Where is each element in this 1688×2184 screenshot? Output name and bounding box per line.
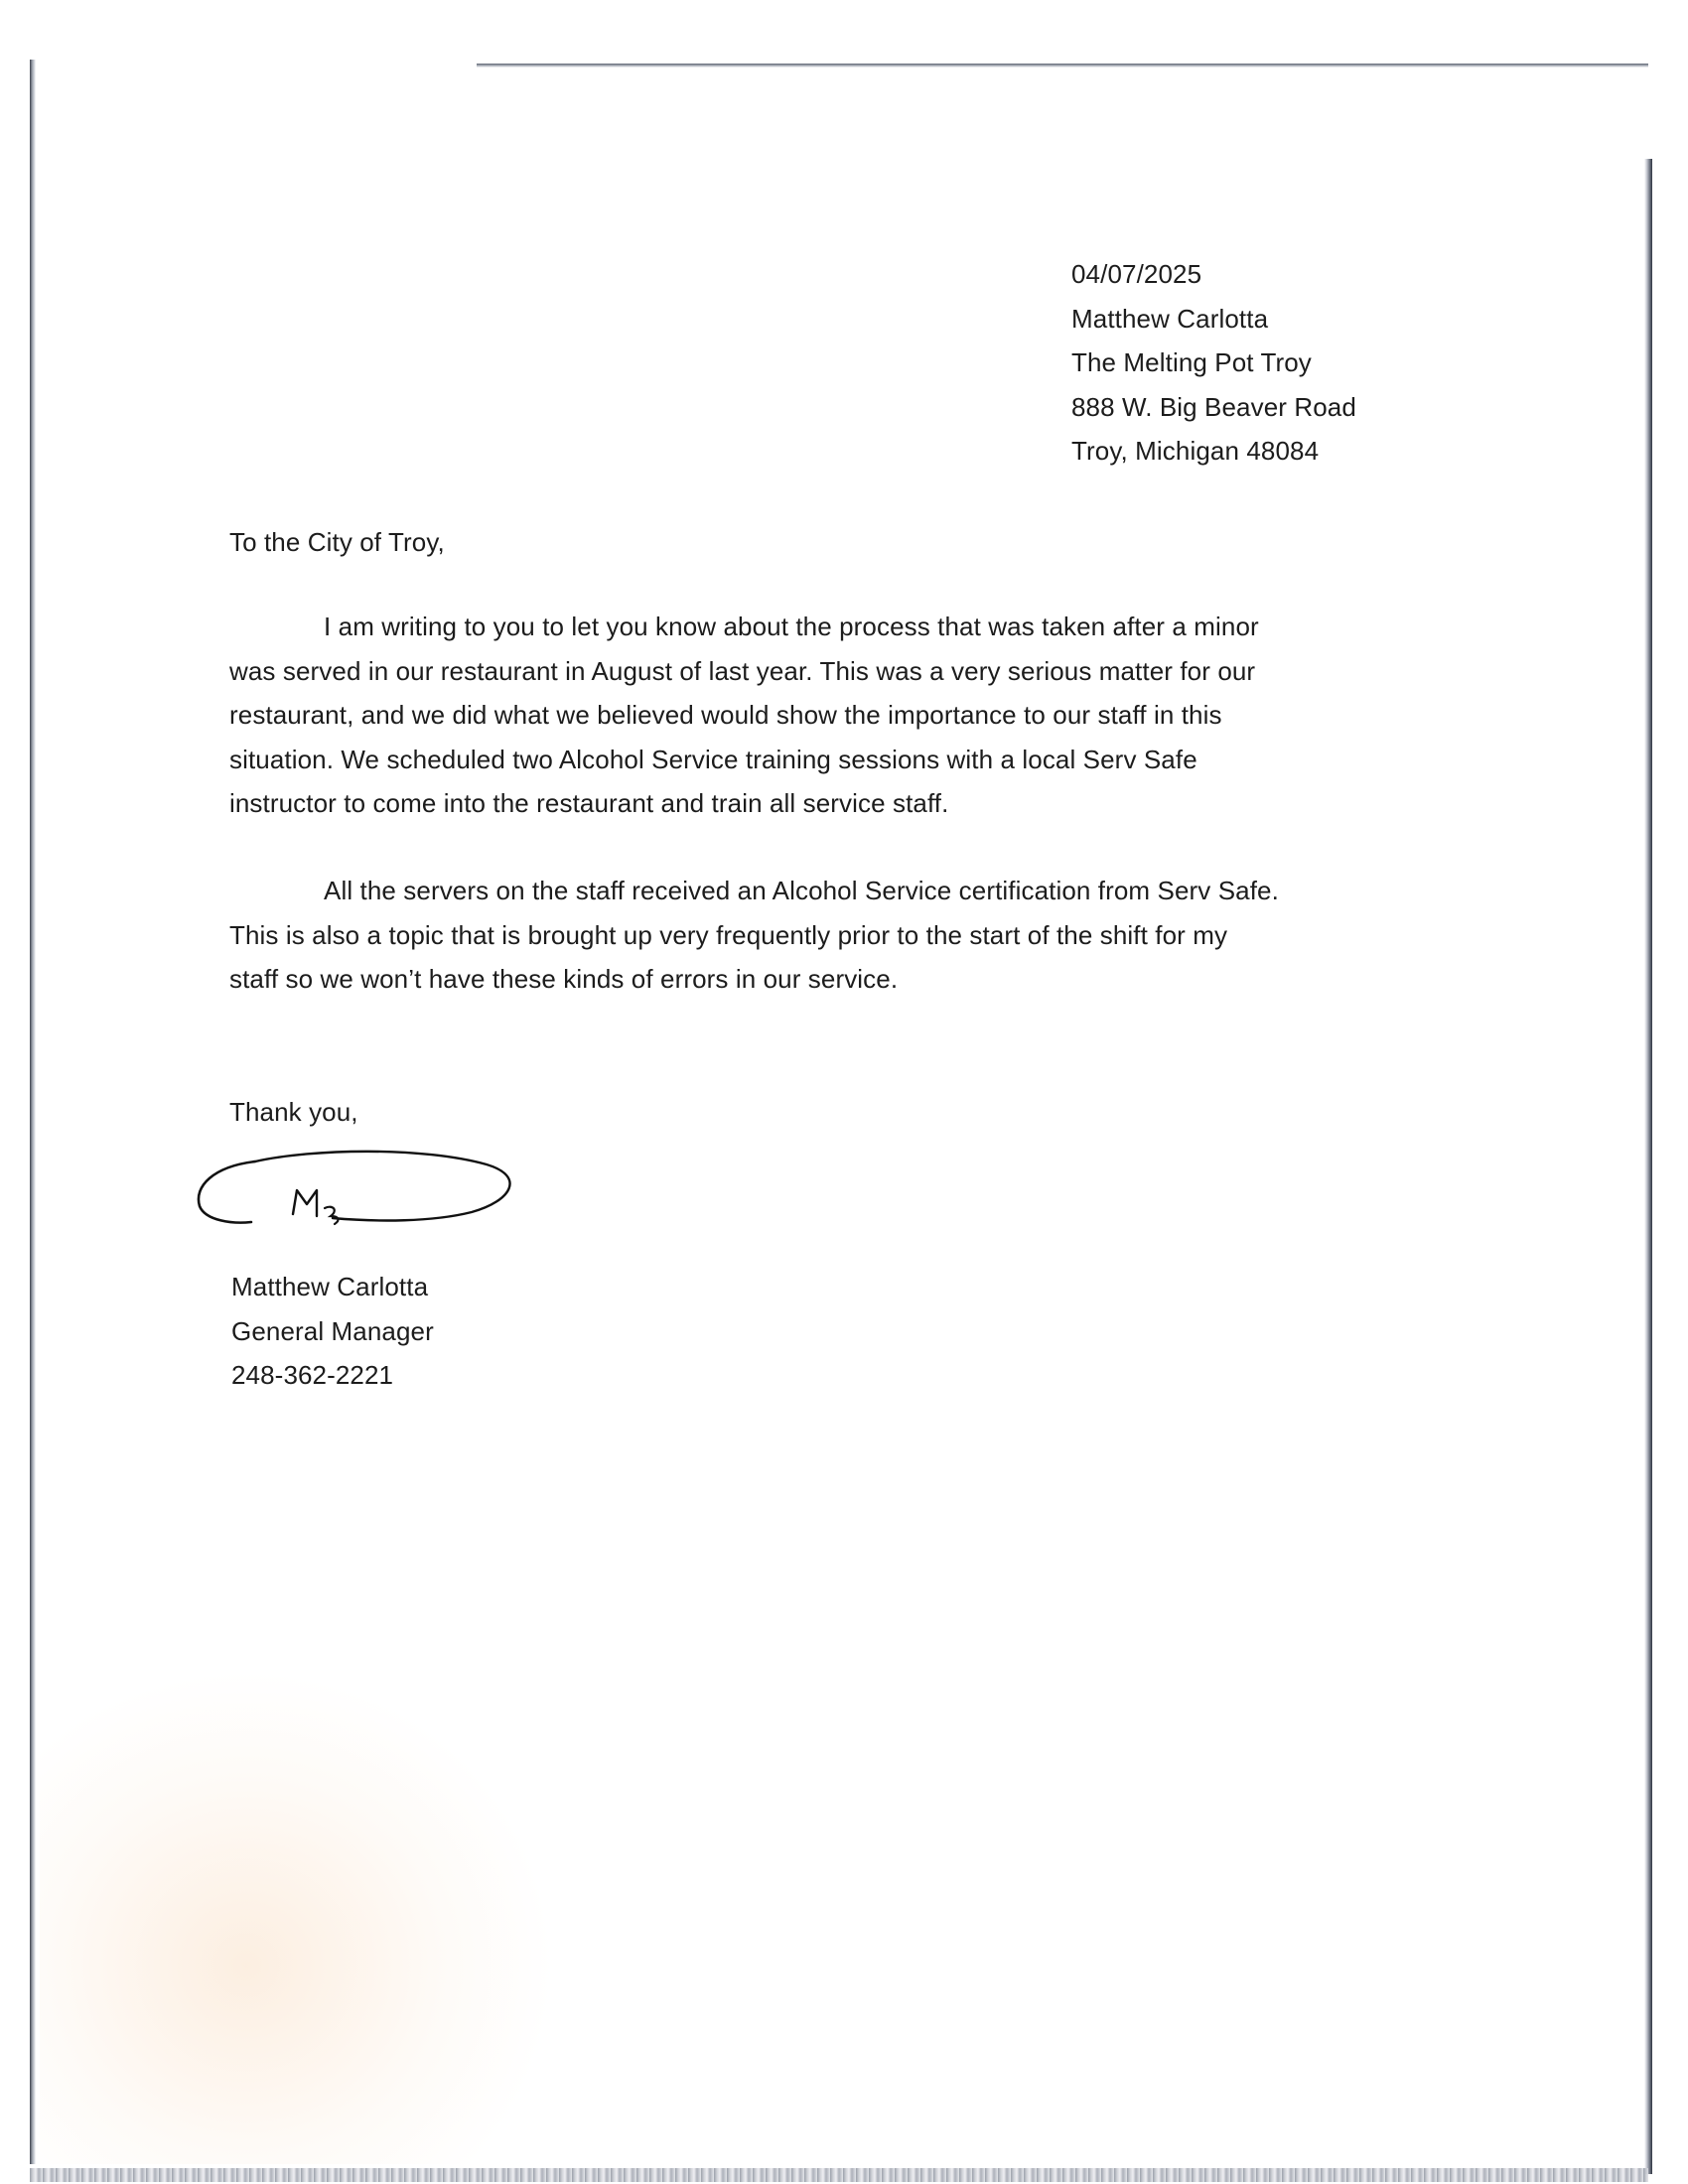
paragraph-line: situation. We scheduled two Alcohol Service training sessions with a local Serv Safe xyxy=(229,744,1197,774)
salutation: To the City of Troy, xyxy=(229,527,445,557)
paragraph-line: instructor to come into the restaurant and train all service staff. xyxy=(229,788,949,818)
body-paragraph-1 xyxy=(229,605,1441,826)
sender-street: 888 W. Big Beaver Road xyxy=(1071,391,1356,422)
letter-date: 04/07/2025 xyxy=(1071,259,1202,289)
paragraph-line: restaurant, and we did what we believed would show the importance to our staff in this xyxy=(229,700,1222,730)
signer-title: General Manager xyxy=(231,1315,434,1346)
closing: Thank you, xyxy=(229,1097,358,1127)
sender-name: Matthew Carlotta xyxy=(1071,303,1269,334)
sender-city: Troy, Michigan 48084 xyxy=(1071,436,1320,466)
paper-stain xyxy=(40,1668,556,2164)
sender-address-block xyxy=(1071,252,1488,474)
handwritten-signature xyxy=(194,1147,521,1246)
signature-block xyxy=(231,1265,434,1398)
signer-name: Matthew Carlotta xyxy=(231,1272,429,1301)
paragraph-line: All the servers on the staff received an Alcohol Service certification from Serv Safe. xyxy=(324,876,1279,905)
signer-phone: 248-362-2221 xyxy=(231,1360,394,1390)
sender-business: The Melting Pot Troy xyxy=(1071,347,1312,377)
paragraph-line: was served in our restaurant in August of last year. This was a very serious matter for our xyxy=(229,655,1256,686)
scan-edge-right xyxy=(1644,159,1652,2174)
paragraph-line: This is also a topic that is brought up very frequently prior to the start of the shift for my xyxy=(229,919,1228,950)
paragraph-line: I am writing to you to let you know about the process that was taken after a minor xyxy=(324,612,1259,641)
body-paragraph-2 xyxy=(229,869,1441,1002)
scan-edge-left xyxy=(30,60,36,2164)
scan-edge-top xyxy=(477,64,1648,68)
scan-edge-bottom xyxy=(30,2168,1648,2182)
paragraph-line: staff so we won’t have these kinds of errors in our service. xyxy=(229,964,899,994)
